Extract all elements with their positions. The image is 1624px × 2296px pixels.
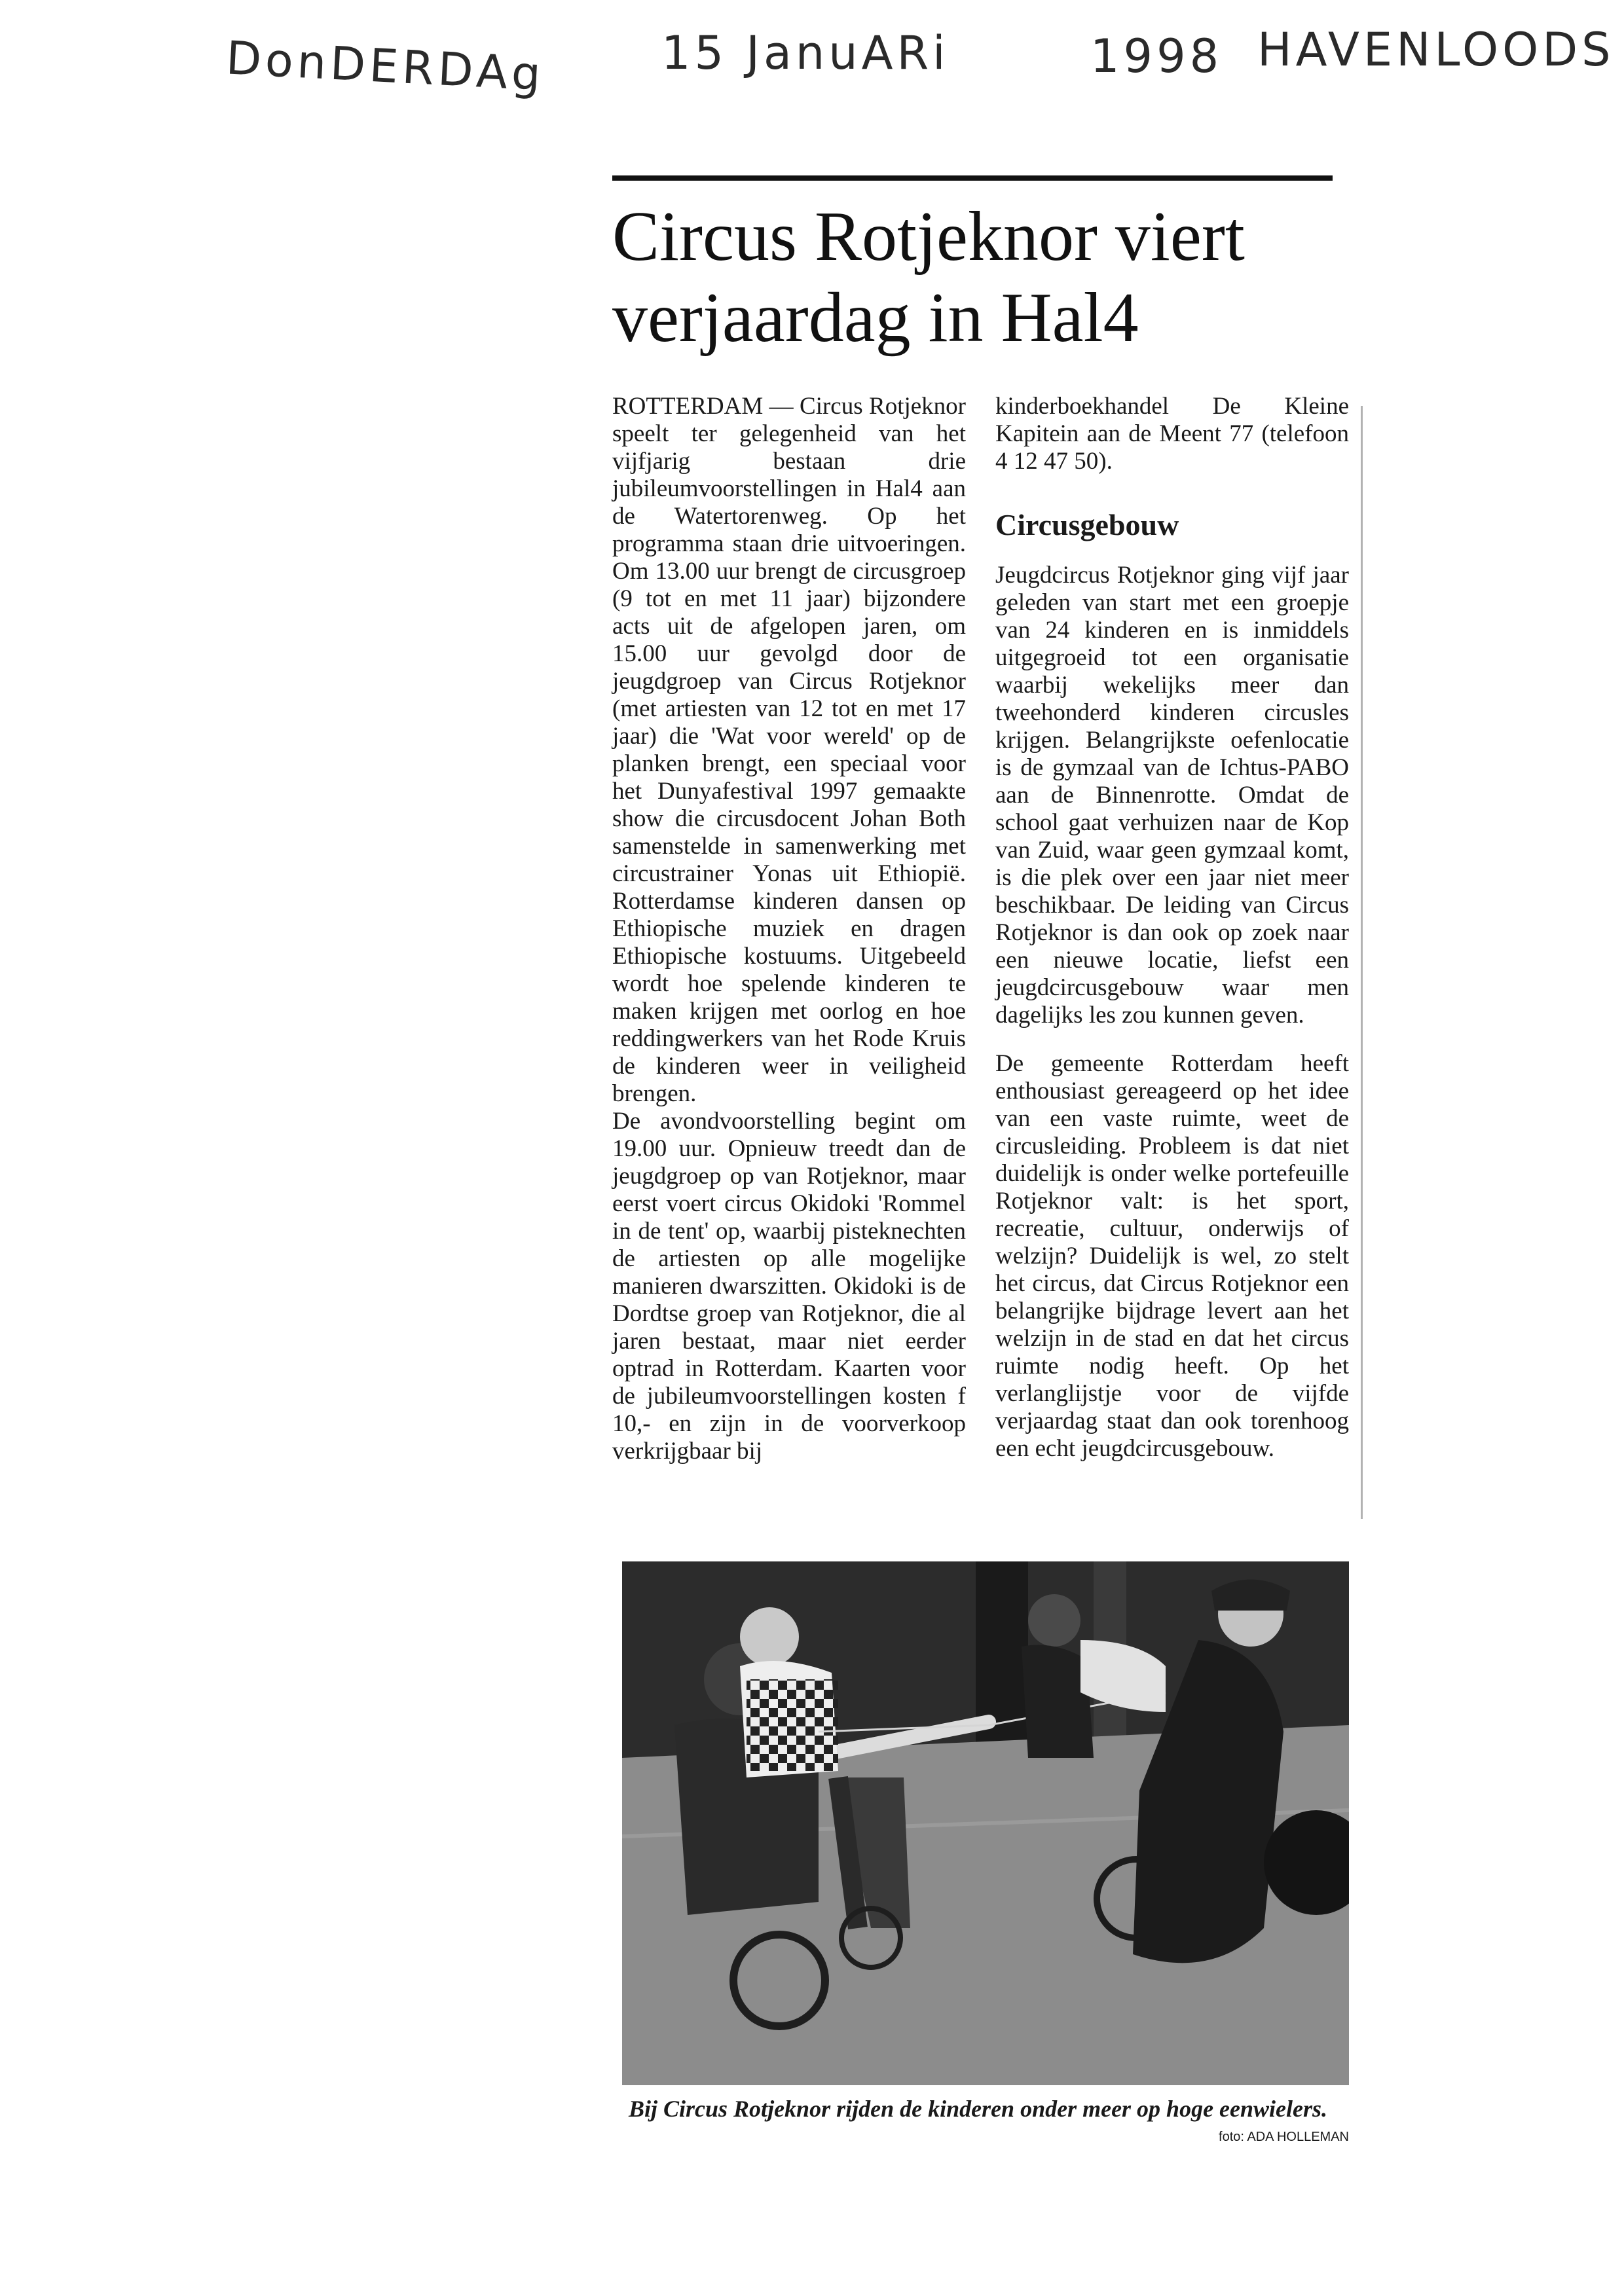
photo-illustration [622, 1561, 1349, 2085]
article-photo [622, 1561, 1349, 2085]
handwritten-year: 1998 [1090, 29, 1223, 83]
photo-credit: foto: ADA HOLLEMAN [1219, 2130, 1349, 2144]
paragraph: De gemeente Rotterdam heeft enthousiast gereageerd op het idee van een vaste ruimte, weet de circusleiding. Probleem is dat niet duidelijk is onder welke portefeuille Rotjeknor valt: is het sport, recreatie, cultuur, onderwijs of welzijn? Duidelijk is wel, zo stelt het circus, dat Circus Rotjeknor een belangrijke bijdrage levert aan het welzijn in de stad en dat het circus ruimte nodig heeft. Op het verlanglijstje voor de vijfde verjaardag staat dan ook torenhoog een echt jeugdcircusgebouw. [995, 1050, 1349, 1462]
article-headline: Circus Rotjeknor viert verjaardag in Hal4 [612, 198, 1245, 357]
paragraph: De avondvoorstelling begint om 19.00 uur. Opnieuw treedt dan de jeugdgroep op van Rotjeknor, maar eerst voert circus Okidoki 'Rommel in de tent' op, waarbij pisteknechten de artiesten op alle mogelijke manieren dwarszitten. Okidoki is de Dordtse groep van Rotjeknor, die al jaren bestaat, maar niet eerder optrad in Rotterdam. Kaarten voor de jubileumvoorstellingen kosten f 10,- en zijn in de voorverkoop verkrijgbaar bij [612, 1108, 966, 1465]
paragraph: ROTTERDAM — Circus Rotjeknor speelt ter gelegenheid van het vijfjarig bestaan drie jubileumvoorstellingen in Hal4 aan de Watertorenweg. Op het programma staan drie uitvoeringen. Om 13.00 uur brengt de circusgroep (9 tot en met 11 jaar) bijzondere acts uit de afgelopen jaren, om 15.00 uur gevolgd door de jeugdgroep van Circus Rotjeknor (met artiesten van 12 tot en met 17 jaar) die 'Wat voor wereld' op de planken brengt, een speciaal voor het Dunyafestival 1997 gemaakte show die circusdocent Johan Both samenstelde in samenwerking met circustrainer Yonas uit Ethiopië. Rotterdamse kinderen dansen op Ethiopische muziek en dragen Ethiopische kostuums. Uitgebeeld wordt hoe spelende kinderen te maken krijgen met oorlog en hoe reddingwerkers van het Rode Kruis de kinderen weer in veiligheid brengen. [612, 393, 966, 1107]
subheading: Circusgebouw [995, 508, 1179, 541]
handwritten-date: 15 JanuARi [661, 26, 950, 80]
paragraph: Jeugdcircus Rotjeknor ging vijf jaar geleden van start met een groepje van 24 kinderen en is inmiddels uitgegroeid tot een organisatie waarbij wekelijks meer dan tweehonderd kinderen circusles krijgen. Belangrijkste oefenlocatie is de gymzaal van de Ichtus-PABO aan de Binnenrotte. Omdat de school gaat verhuizen naar de Kop van Zuid, waar geen gymzaal komt, is die plek over een jaar niet meer beschikbaar. De leiding van Circus Rotjeknor is dan ook op zoek naar een nieuwe locatie, liefst een jeugdcircusgebouw waar men dagelijks les zou kunnen geven. [995, 562, 1349, 1029]
photo-caption: Bij Circus Rotjeknor rijden de kinderen onder meer op hoge eenwielers. [629, 2096, 1328, 2122]
top-rule [612, 175, 1333, 181]
handwritten-newspaper-name: HAVENLOODS [1257, 23, 1615, 77]
column-rule [1361, 406, 1363, 1519]
article-column-right [995, 393, 1349, 1463]
paragraph: kinderboekhandel De Kleine Kapitein aan de Meent 77 (telefoon 4 12 47 50). [995, 393, 1349, 475]
handwritten-day: DonDERDAg [225, 31, 546, 101]
article-column-left [612, 393, 966, 1465]
